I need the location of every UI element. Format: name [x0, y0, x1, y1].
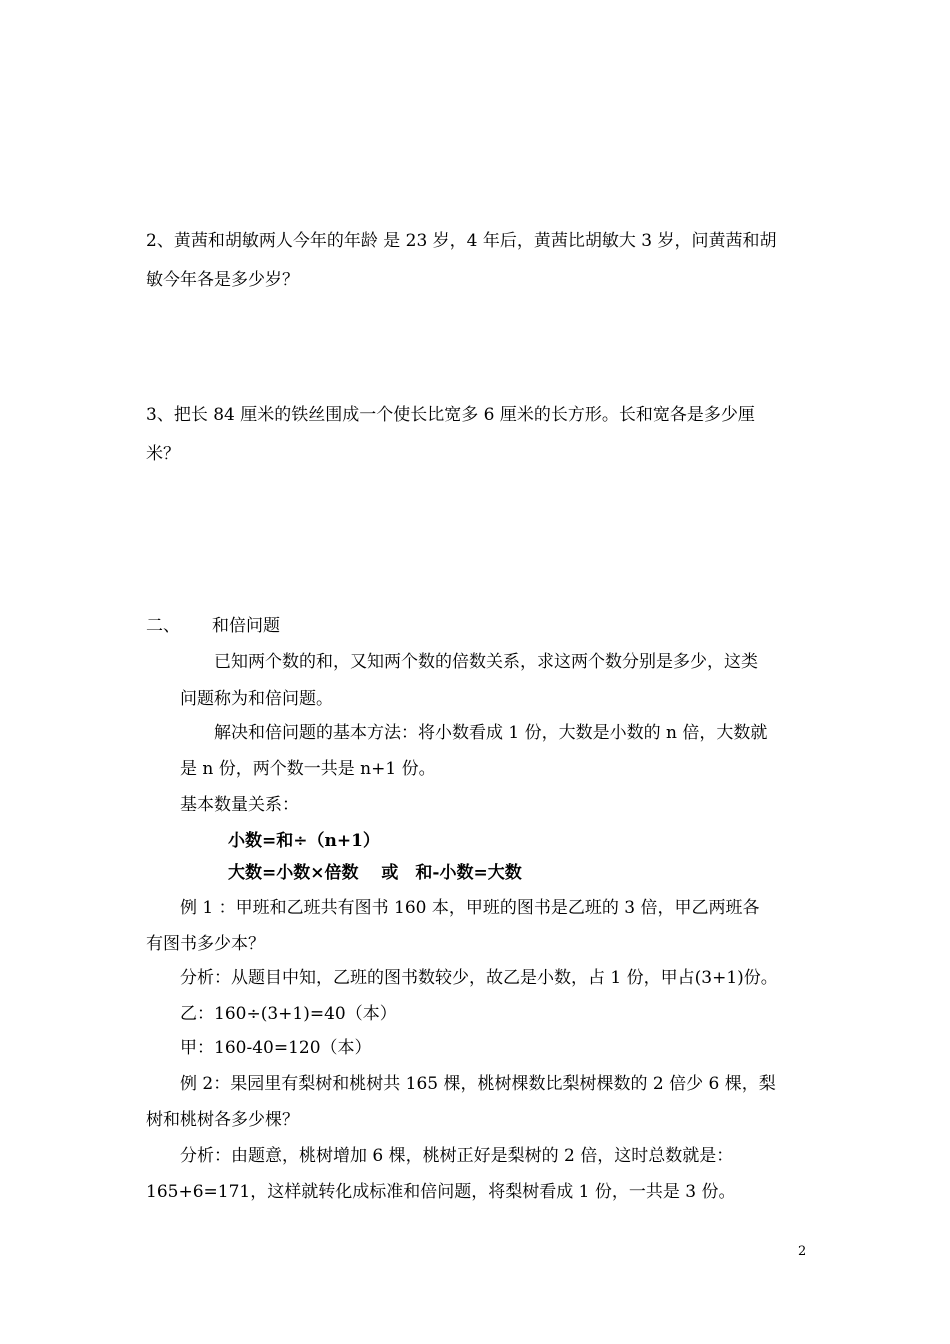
example-1-calc-b: 乙：160÷(3+1)=40（本）: [180, 1004, 397, 1024]
formula-small-number: 小数=和÷（n+1）: [228, 831, 380, 851]
intro-line-1: 已知两个数的和，又知两个数的倍数关系，求这两个数分别是多少，这类: [214, 652, 758, 672]
method-line-2: 是 n 份，两个数一共是 n+1 份。: [180, 759, 436, 779]
relation-heading: 基本数量关系：: [180, 795, 299, 815]
example-1-calc-a: 甲：160-40=120（本）: [180, 1038, 372, 1058]
example-2-analysis-line-2: 165+6=171，这样就转化成标准和倍问题，将梨树看成 1 份，一共是 3 份。: [146, 1182, 736, 1202]
problem-3-line-1: 3、把长 84 厘米的铁丝围成一个使长比宽多 6 厘米的长方形。长和宽各是多少厘: [146, 405, 755, 425]
page-number: 2: [798, 1244, 807, 1259]
problem-2-line-1: 2、黄茜和胡敏两人今年的年龄 是 23 岁，4 年后，黄茜比胡敏大 3 岁，问黄茜和胡: [146, 231, 777, 251]
example-2-analysis-line-1: 分析：由题意，桃树增加 6 棵，桃树正好是梨树的 2 倍，这时总数就是：: [180, 1146, 734, 1166]
problem-2-line-2: 敏今年各是多少岁？: [146, 270, 299, 290]
section-number: 二、: [146, 616, 180, 636]
example-2-line-1: 例 2：果园里有梨树和桃树共 165 棵，桃树棵数比梨树棵数的 2 倍少 6 棵，梨: [180, 1074, 776, 1094]
formula-large-number: 大数=小数×倍数 或 和-小数=大数: [228, 863, 522, 883]
section-title: 和倍问题: [212, 616, 280, 636]
problem-3-line-2: 米？: [146, 444, 180, 464]
example-1-line-2: 有图书多少本？: [146, 934, 265, 954]
example-1-analysis: 分析：从题目中知，乙班的图书数较少，故乙是小数，占 1 份，甲占(3+1)份。: [180, 968, 778, 988]
method-line-1: 解决和倍问题的基本方法：将小数看成 1 份，大数是小数的 n 倍，大数就: [214, 723, 768, 743]
example-2-line-2: 树和桃树各多少棵？: [146, 1110, 299, 1130]
intro-line-2: 问题称为和倍问题。: [180, 689, 333, 709]
example-1-line-1: 例 1 ：甲班和乙班共有图书 160 本，甲班的图书是乙班的 3 倍，甲乙两班各: [180, 898, 760, 918]
